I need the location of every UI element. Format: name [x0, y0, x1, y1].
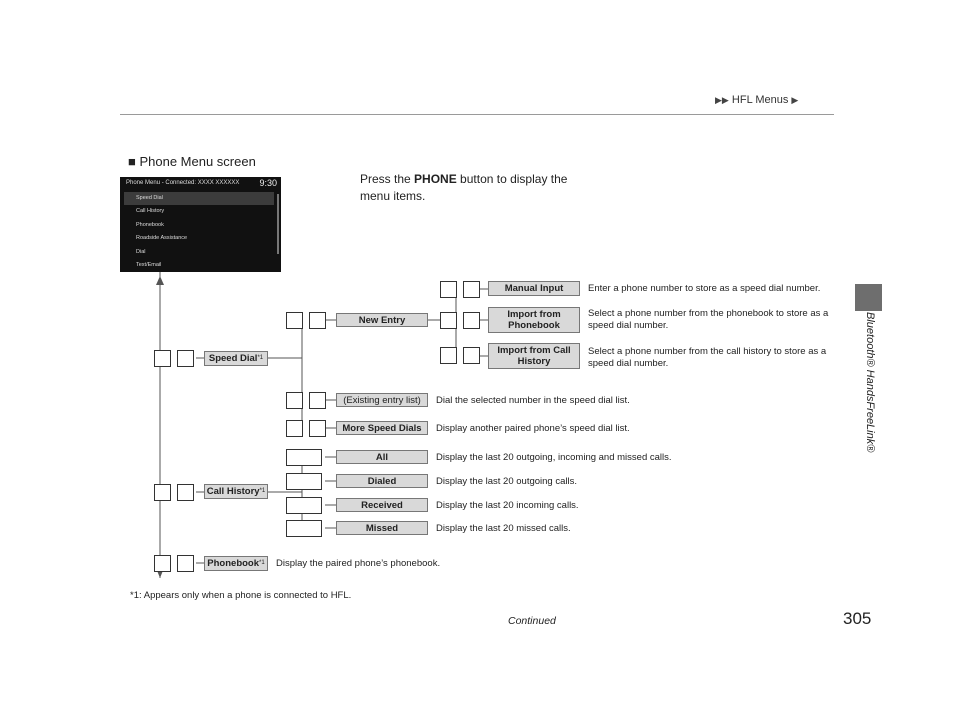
import-call-history-description: Select a phone number from the call history to store as a speed dial number. — [588, 346, 827, 369]
phone-menu-screen — [120, 177, 281, 272]
dialed-description: Display the last 20 outgoing calls. — [436, 476, 577, 487]
section-title: ■ Phone Menu screen — [128, 154, 256, 169]
breadcrumb-label: HFL Menus — [731, 94, 789, 106]
screen-item-text-email[interactable]: Text/Email — [136, 262, 162, 268]
selector-knob-icon — [463, 312, 480, 329]
selector-knob-icon — [309, 392, 326, 409]
phonebook-box — [204, 556, 268, 571]
side-tab-label: Bluetooth® HandsFreeLink® — [864, 312, 876, 453]
intro-text — [360, 171, 580, 205]
side-tab-marker — [855, 284, 882, 311]
footnote-mark: *1 — [259, 488, 266, 494]
all-box: All — [336, 450, 428, 464]
screen-item-dial[interactable]: Dial — [136, 249, 146, 255]
voice-command-icon — [286, 473, 322, 490]
voice-command-icon — [286, 497, 322, 514]
speed-dial-label: Speed Dial — [208, 353, 258, 364]
breadcrumb-arrow-icon: ▶▶ — [715, 95, 729, 105]
talk-button-icon — [154, 484, 171, 501]
existing-entry-description: Dial the selected number in the speed dial list. — [436, 395, 630, 406]
screen-title: Phone Menu - Connected: XXXX XXXXXX — [126, 180, 240, 186]
manual-input-box: Manual Input — [488, 281, 580, 296]
all-description: Display the last 20 outgoing, incoming and missed calls. — [436, 452, 672, 463]
existing-entry-box: (Existing entry list) — [336, 393, 428, 407]
talk-button-icon — [440, 281, 457, 298]
header-rule — [120, 114, 834, 115]
phonebook-description: Display the paired phone’s phonebook. — [276, 558, 441, 569]
call-history-label: Call History — [206, 486, 260, 497]
manual-input-description: Enter a phone number to store as a speed dial number. — [588, 283, 821, 294]
received-description: Display the last 20 incoming calls. — [436, 500, 579, 511]
missed-box: Missed — [336, 521, 428, 535]
voice-command-icon — [286, 520, 322, 537]
import-phonebook-box: Import from Phonebook — [488, 307, 580, 333]
talk-button-icon — [286, 312, 303, 329]
screen-item-speed-dial[interactable]: Speed Dial — [124, 192, 274, 205]
phonebook-label: Phonebook — [207, 558, 260, 569]
screen-item-phonebook[interactable]: Phonebook — [136, 222, 164, 228]
selector-knob-icon — [177, 555, 194, 572]
screen-item-roadside[interactable]: Roadside Assistance — [136, 235, 188, 241]
selector-knob-icon — [177, 484, 194, 501]
talk-button-icon — [154, 555, 171, 572]
talk-button-icon — [154, 350, 171, 367]
intro-pre: Press the — [360, 172, 415, 186]
more-speed-dials-description: Display another paired phone’s speed dial list. — [436, 423, 630, 434]
missed-description: Display the last 20 missed calls. — [436, 523, 571, 534]
continued-label: Continued — [508, 615, 556, 627]
import-call-history-box: Import from Call History — [488, 343, 580, 369]
selector-knob-icon — [463, 281, 480, 298]
dialed-box: Dialed — [336, 474, 428, 488]
page-number: 305 — [843, 609, 872, 628]
screen-item-call-history[interactable]: Call History — [136, 208, 165, 214]
new-entry-box: New Entry — [336, 313, 428, 327]
talk-button-icon — [286, 420, 303, 437]
more-speed-dials-box: More Speed Dials — [336, 421, 428, 435]
speed-dial-box — [204, 351, 268, 366]
footnote-mark: *1 — [257, 355, 264, 361]
selector-knob-icon — [309, 312, 326, 329]
call-history-box — [204, 484, 268, 499]
received-box: Received — [336, 498, 428, 512]
talk-button-icon — [440, 312, 457, 329]
screen-scrollbar — [277, 194, 279, 254]
selector-knob-icon — [463, 347, 480, 364]
voice-command-icon — [286, 449, 322, 466]
intro-post: button to display the menu items. — [360, 172, 568, 203]
selector-knob-icon — [177, 350, 194, 367]
selector-knob-icon — [309, 420, 326, 437]
footnote: *1: Appears only when a phone is connected to HFL. — [130, 590, 352, 601]
breadcrumb-end-arrow-icon: ▶ — [791, 95, 799, 105]
screen-clock: 9:30 — [259, 178, 277, 188]
import-phonebook-description: Select a phone number from the phonebook to store as a speed dial number. — [588, 308, 829, 331]
talk-button-icon — [440, 347, 457, 364]
talk-button-icon — [286, 392, 303, 409]
footnote-mark: *1 — [259, 560, 265, 566]
breadcrumb — [715, 94, 798, 106]
phone-button-name: PHONE — [414, 172, 457, 186]
